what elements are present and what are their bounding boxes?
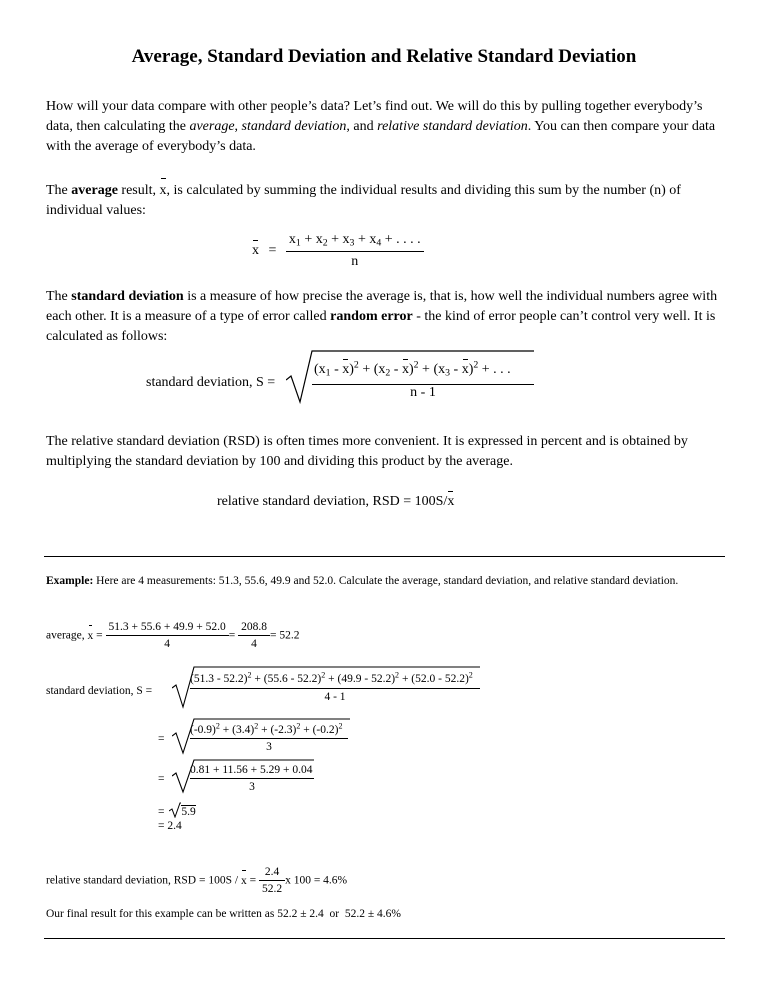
sd-formula-label: standard deviation, S = (146, 375, 276, 390)
example-avg-xbar: x (87, 629, 94, 642)
example-avg-fraction-2 (238, 619, 270, 652)
example-sd1-numerator: (51.3 - 52.2)$^2$ + (55.6 - 52.2)$^2$ + (49.9 - 52.2)$^2$ + (52.0 - 52.2)$^2$ (190, 670, 473, 685)
sd-def-text-2: is a measure of how precise the average is, that is, how well the individual numbers agree with each other. It is a measure of a type of error called (46, 289, 718, 324)
example-sd2-eq: = (158, 733, 165, 745)
example-avg-label: average, (46, 629, 88, 642)
rsd-definition: The relative standard deviation (RSD) is often times more convenient. It is expressed in percent and is obtained by multiplying the standard deviation by 100 and dividing this product by the average. (46, 434, 688, 469)
final-value-sd: 52.2 ± 2.4 (277, 908, 324, 920)
avg-def-text-2: result, (117, 183, 160, 198)
example-text: Here are 4 measurements: 51.3, 55.6, 49.9 and 52.0. Calculate the average, standard deviation, and relative standard deviation. (93, 575, 679, 587)
sd-definition (46, 287, 726, 347)
page-title: Average, Standard Deviation and Relative Standard Deviation (131, 46, 637, 67)
final-or: or (323, 908, 345, 920)
avg-def-text-1: The (46, 183, 72, 198)
example-avg-num: 51.3 + 55.6 + 49.9 + 52.0 (108, 621, 226, 633)
x-bar-symbol: x (160, 181, 167, 201)
example-avg-den: 4 (106, 635, 229, 652)
example-sd3-denominator: 3 (249, 781, 255, 793)
sd-def-text-1: The (46, 289, 72, 304)
example-sd3-eq: = (158, 773, 165, 785)
example-sd4-eq: = (158, 806, 165, 818)
rsd-formula-text: relative standard deviation, RSD = 100S/ (217, 494, 448, 509)
example-sqrt-value: 5.9 (181, 806, 196, 818)
sd-def-text-3: - the kind of error people can’t control very well. It is calculated as follows: (46, 309, 716, 344)
avg-formula-eq: = (268, 243, 277, 258)
example-average: average, x = $\frac{51.3 + 55.6 + 49.9 + 52.0}{4}$ = $\frac{208.8}{4}$ = 52.2 (46, 621, 300, 650)
sd-def-bold-2: random error (330, 309, 413, 324)
sd-formula-denominator: n - 1 (410, 385, 436, 400)
example-sd3-numerator: 0.81 + 11.56 + 5.29 + 0.04 (190, 764, 313, 776)
intro-text-1: How will your data compare with other people’s data? Let’s find out. We will do this by pulling together everybody’s data, then calculating the (46, 99, 703, 134)
avg-def-bold: average (71, 183, 118, 198)
divider-top (44, 556, 725, 557)
intro-text-3: , and (346, 119, 378, 134)
example-rsd-fraction (259, 864, 285, 897)
example-label: Example: (46, 575, 94, 587)
avg-formula-denominator: n (286, 251, 424, 270)
example-sd1-denominator: 4 - 1 (324, 691, 346, 703)
avg-formula-numerator: $x_1 + x_2 + x_3 + x_4$ + . . . . (288, 232, 421, 249)
rsd-formula-xbar: x (447, 494, 455, 509)
example-rsd-tail: x 100 = 4.6% (285, 874, 348, 887)
example-rsd-den: 52.2 (259, 880, 285, 897)
intro-text-4: . You can then compare your data with the average of everybody’s data. (46, 119, 716, 154)
example-sqrt-icon (169, 802, 181, 818)
intro-paragraph (46, 97, 726, 157)
example-rsd: relative standard deviation, RSD = 100S / x = $\frac{2.4}{52.2}$ x 100 = 4.6% (46, 866, 348, 895)
sd-def-bold-1: standard deviation (71, 289, 184, 304)
average-definition (46, 181, 726, 221)
example-sd-final: = 2.4 (158, 820, 182, 832)
avg-formula-xbar: x (252, 243, 259, 258)
example-intro (46, 573, 726, 589)
average-formula (252, 232, 424, 270)
example-avg-fraction-1 (106, 619, 229, 652)
example-rsd-xbar: x (240, 874, 247, 887)
intro-text-2: , (234, 119, 242, 134)
example-avg-sum: 208.8 (241, 621, 267, 633)
final-text: Our final result for this example can be written as (46, 908, 278, 920)
final-value-rsd: 52.2 ± 4.6% (344, 908, 402, 920)
sd-formula-numerator: $(x_1 - x)^2 + (x_2 - x)^2 + (x_3 - x)^2$ + . . . (314, 359, 511, 379)
example-avg-result: = 52.2 (269, 629, 300, 642)
example-avg-sum-den: 4 (238, 635, 270, 652)
rsd-formula (217, 494, 454, 510)
divider-bottom (44, 938, 725, 939)
avg-def-text-3: , is calculated by summing the individual results and dividing this sum by the number (n) of individual values: (46, 183, 681, 218)
example-sd-label: standard deviation, S = (46, 685, 153, 697)
example-rsd-label: relative standard deviation, RSD = 100S / (46, 874, 241, 887)
intro-em-rsd: relative standard deviation (377, 119, 528, 134)
avg-formula-fraction (286, 232, 424, 270)
example-sd2-denominator: 3 (266, 741, 272, 753)
intro-em-sd: standard deviation (241, 119, 347, 134)
example-sd2-numerator: $(-0.9)^2 + (3.4)^2 + (-2.3)^2 + (-0.2)^2$ (190, 721, 343, 736)
example-final-result (46, 906, 401, 922)
intro-em-average: average (189, 119, 235, 134)
example-rsd-num: 2.4 (264, 866, 280, 878)
